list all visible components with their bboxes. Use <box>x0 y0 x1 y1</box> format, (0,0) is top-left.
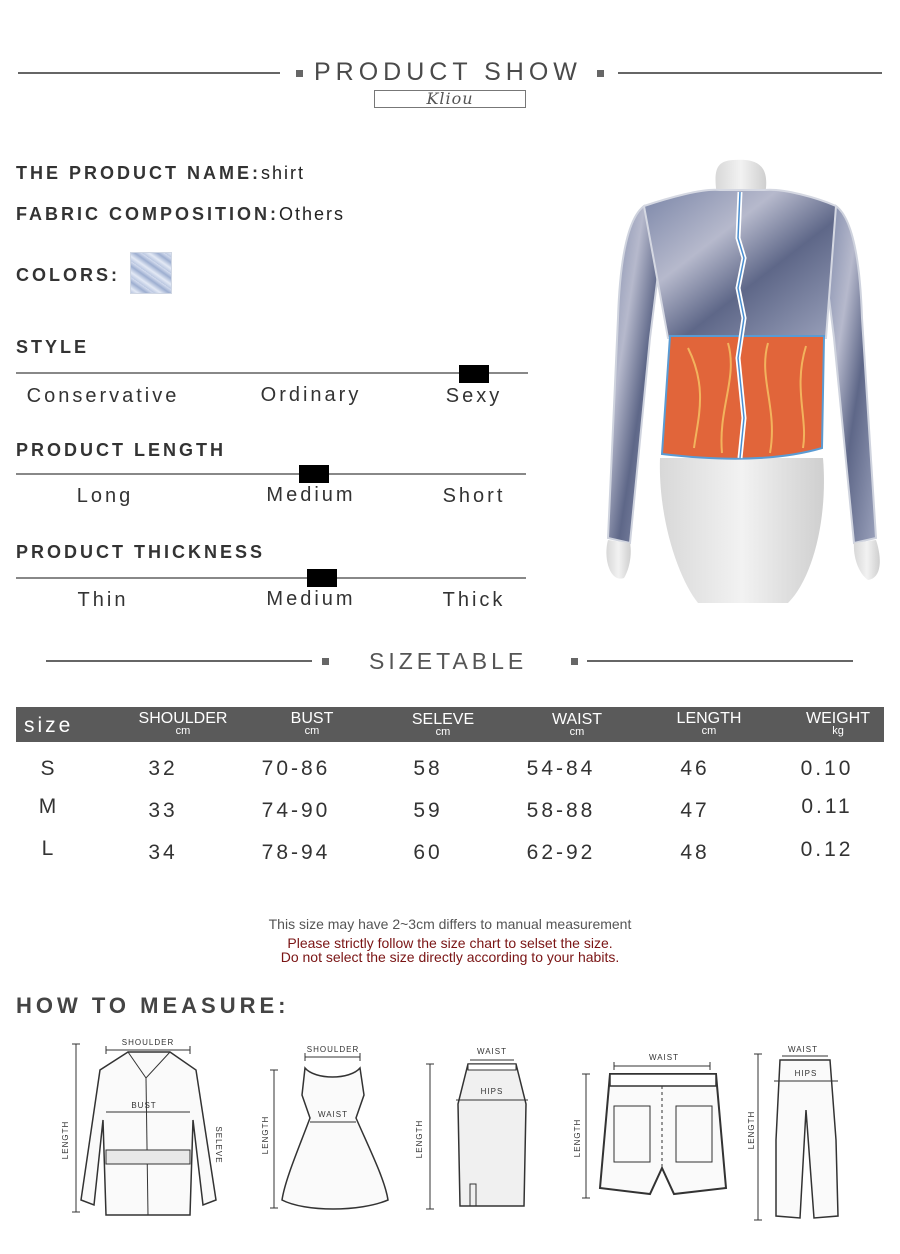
jacket-bust-label: BUST <box>131 1101 157 1110</box>
column-header-waist: WAIST cm <box>551 711 603 738</box>
table-cell: 58-88 <box>526 799 596 822</box>
table-cell: 0.10 <box>800 757 854 780</box>
table-cell: 60 <box>413 841 443 864</box>
skirt-waist-label: WAIST <box>476 1047 508 1056</box>
header-rule-left <box>18 72 280 74</box>
jacket-measure-diagram <box>58 1030 233 1222</box>
fabric-label: FABRIC COMPOSITION: <box>16 204 279 224</box>
header-rule-right <box>618 72 882 74</box>
fabric-row <box>16 204 345 225</box>
column-header-length: LENGTH cm <box>676 710 742 737</box>
skirt-measure-diagram <box>412 1044 542 1214</box>
thickness-scale-marker <box>307 569 337 587</box>
style-title: STYLE <box>16 337 90 357</box>
size-column-header: size <box>24 714 74 737</box>
table-cell: 34 <box>148 841 178 864</box>
thickness-option-thick: Thick <box>442 589 506 611</box>
thickness-option-thin: Thin <box>77 589 129 611</box>
left-hand <box>606 540 630 579</box>
table-cell: 48 <box>680 841 710 864</box>
product-name-row <box>16 163 305 184</box>
dress-length-label: LENGTH <box>261 1115 270 1155</box>
shorts-length-label: LENGTH <box>573 1118 582 1158</box>
jacket-length-label: LENGTH <box>61 1120 70 1160</box>
style-option-sexy: Sexy <box>445 385 503 407</box>
column-header-bust: BUST cm <box>290 710 334 737</box>
column-header-weight: WEIGHT kg <box>806 710 870 737</box>
length-option-medium: Medium <box>266 484 356 506</box>
sizetable-bullet-left <box>322 658 329 665</box>
style-scale-marker <box>459 365 489 383</box>
column-header-sleeve: SELEVE cm <box>411 711 475 738</box>
mannequin-hips <box>660 458 824 603</box>
thickness-title: PRODUCT THICKNESS <box>16 542 266 562</box>
product-name-label: THE PRODUCT NAME: <box>16 163 261 183</box>
table-cell: 78-94 <box>261 841 331 864</box>
skirt-hips-label: HIPS <box>480 1087 504 1096</box>
shorts-measure-diagram <box>574 1048 744 1203</box>
table-cell: 74-90 <box>261 799 331 822</box>
product-photo <box>598 158 888 610</box>
length-option-short: Short <box>442 485 506 507</box>
jacket-sleeve-label: SELEVE <box>214 1126 223 1164</box>
table-cell: 46 <box>680 757 710 780</box>
fabric-value: Others <box>279 204 346 224</box>
warning-note-2: Do not select the size directly according to your habits. <box>280 949 620 965</box>
dress-shoulder-label: SHOULDER <box>306 1045 360 1054</box>
skirt-length-label: LENGTH <box>415 1119 424 1159</box>
colors-label: COLORS: <box>16 265 120 285</box>
style-option-ordinary: Ordinary <box>260 384 362 406</box>
table-cell: 0.11 <box>801 795 853 818</box>
table-cell: 70-86 <box>261 757 331 780</box>
length-option-long: Long <box>76 485 134 507</box>
table-cell: 0.12 <box>800 838 854 861</box>
table-cell: 58 <box>413 757 443 780</box>
size-cell-m: M <box>38 795 60 818</box>
page-title: PRODUCT SHOW <box>314 58 582 86</box>
color-swatch[interactable] <box>130 252 172 294</box>
shorts-waist-label: WAIST <box>648 1053 680 1062</box>
dress-measure-diagram <box>260 1040 400 1212</box>
right-hand <box>854 540 880 580</box>
warning-note-1: Please strictly follow the size chart to selset the size. <box>287 935 613 951</box>
header-bullet-left <box>296 70 303 77</box>
table-cell: 32 <box>148 757 178 780</box>
table-cell: 62-92 <box>526 841 596 864</box>
header-bullet-right <box>597 70 604 77</box>
size-cell-l: L <box>41 837 57 860</box>
column-header-shoulder: SHOULDER cm <box>138 710 228 737</box>
length-scale-marker <box>299 465 329 483</box>
product-name-value: shirt <box>261 163 306 183</box>
dress-waist-label: WAIST <box>317 1110 349 1119</box>
table-cell: 54-84 <box>526 757 596 780</box>
table-cell: 59 <box>413 799 443 822</box>
sizetable-title: SIZETABLE <box>369 648 528 674</box>
pants-measure-diagram <box>748 1040 858 1224</box>
length-scale-line <box>16 473 526 475</box>
pants-waist-label: WAIST <box>787 1045 819 1054</box>
style-scale-line <box>16 372 528 374</box>
measurement-note: This size may have 2~3cm differs to manual measurement <box>268 916 632 932</box>
sizetable-rule-right <box>587 660 853 662</box>
brand-label: Kliou <box>374 90 526 108</box>
size-cell-s: S <box>40 757 58 780</box>
table-cell: 33 <box>148 799 178 822</box>
sizetable-rule-left <box>46 660 312 662</box>
thickness-option-medium: Medium <box>266 588 356 610</box>
table-cell: 47 <box>680 799 710 822</box>
length-title: PRODUCT LENGTH <box>16 440 226 460</box>
how-to-measure-title: HOW TO MEASURE: <box>16 993 290 1018</box>
style-option-conservative: Conservative <box>26 385 180 407</box>
sizetable-bullet-right <box>571 658 578 665</box>
jacket-shoulder-label: SHOULDER <box>121 1038 175 1047</box>
pants-length-label: LENGTH <box>747 1110 756 1150</box>
thickness-scale-line <box>16 577 526 579</box>
pants-hips-label: HIPS <box>794 1069 818 1078</box>
